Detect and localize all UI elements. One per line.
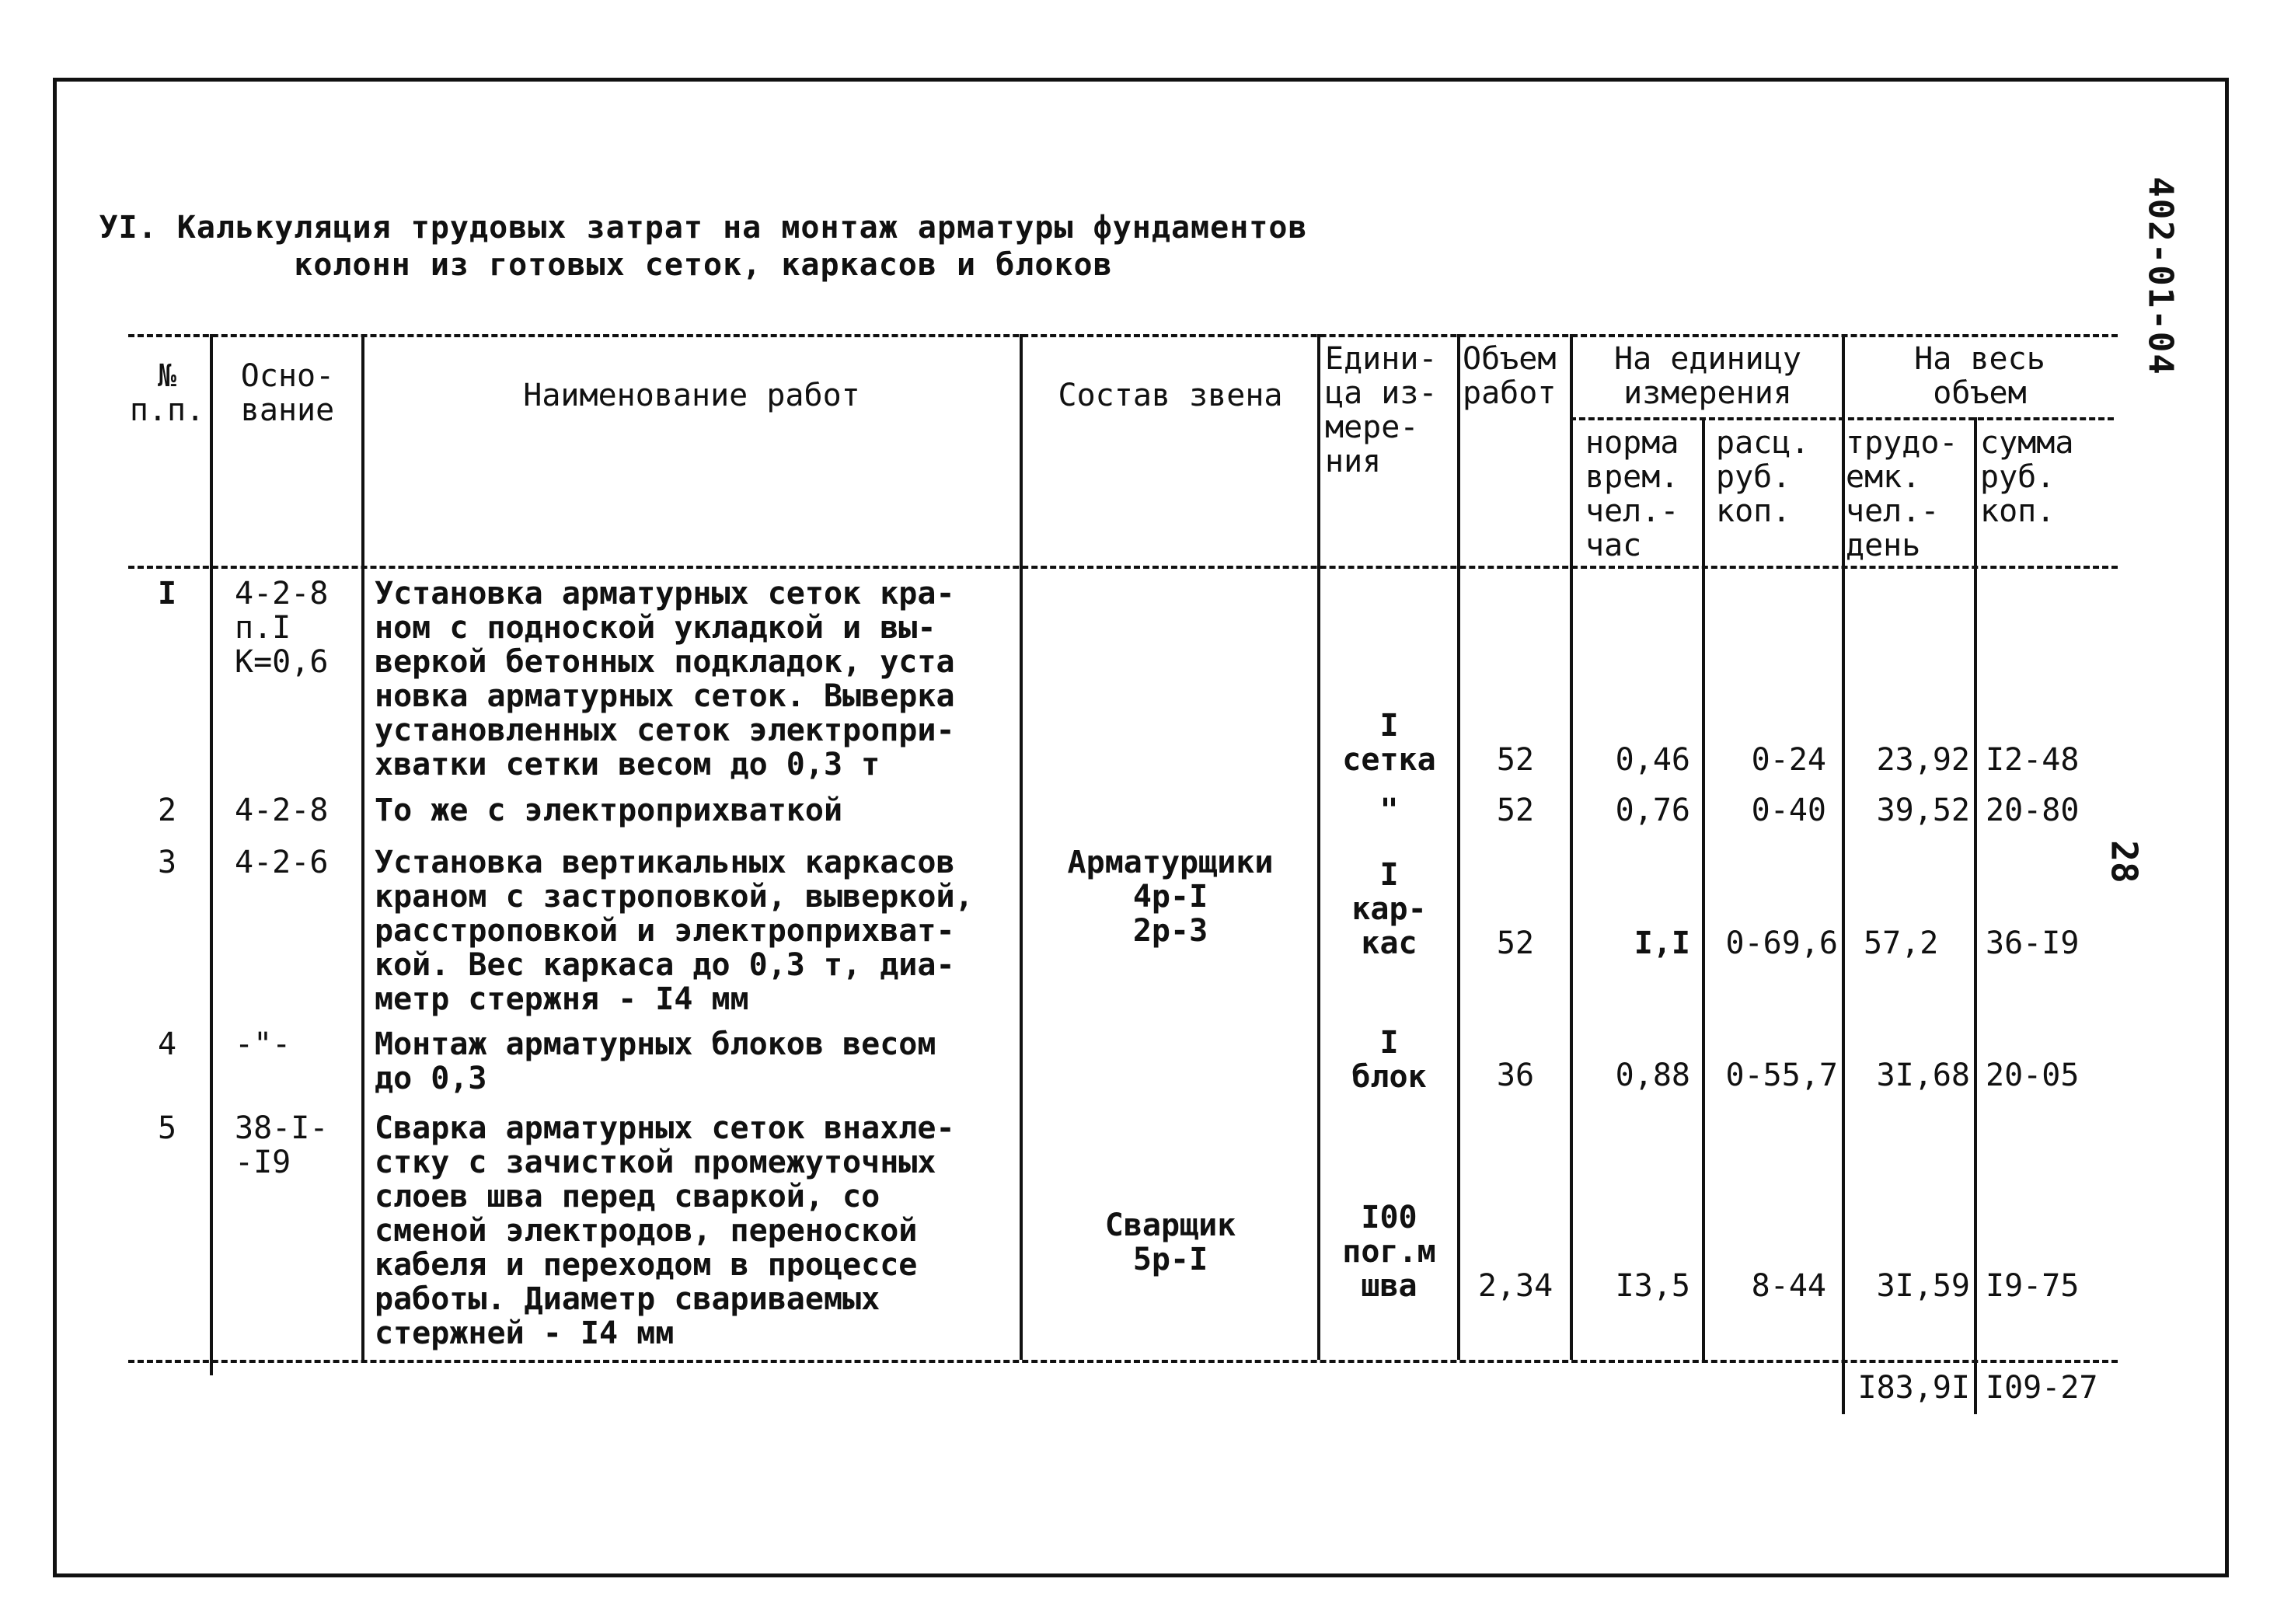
row-4-rate: 0-55,7 <box>1725 1058 1838 1093</box>
row-2-norm: 0,76 <box>1615 793 1690 828</box>
column-rule-1 <box>210 334 213 1375</box>
column-rule-9 <box>1974 417 1977 1414</box>
column-rule-7 <box>1702 417 1705 1360</box>
row-3-name: Установка вертикальных каркасов краном с застроповкой, выверкой, расстроповкой и электроприхват- кой. Вес каркаса до 0,3 т, диа- метр стержня - I4 мм <box>375 845 974 1017</box>
header-per-unit-rate: расц. руб. коп. <box>1716 425 1810 529</box>
row-2-labor: 39,52 <box>1876 793 1970 828</box>
header-bottom-rule <box>128 566 2118 569</box>
row-3-crew: Арматурщики 4р-I 2р-3 <box>1067 845 1274 949</box>
row-1-labor: 23,92 <box>1876 742 1970 778</box>
total-labor: I83,9I <box>1857 1370 1970 1406</box>
row-1-volume: 52 <box>1496 742 1535 778</box>
row-5-volume: 2,34 <box>1477 1268 1553 1304</box>
row-5-name: Сварка арматурных сеток внахле- стку с зачисткой промежуточных слоев шва перед сваркой, со сменой электродов, переноской кабеля и переходом в процессе работы. Диаметр свариваемых стержней - I4 мм <box>375 1110 955 1351</box>
header-per-unit: На единицу измерения <box>1614 341 1801 411</box>
header-total-labor: трудо- емк. чел.- день <box>1846 425 1958 563</box>
row-1-norm: 0,46 <box>1615 742 1690 778</box>
row-5-unit: I00 пог.м шва <box>1342 1200 1436 1304</box>
header-total-sum: сумма руб. коп. <box>1980 425 2074 529</box>
row-3-rate: 0-69,6 <box>1725 925 1838 961</box>
column-rule-8 <box>1842 334 1845 1414</box>
row-4-norm: 0,88 <box>1615 1058 1690 1093</box>
row-2-volume: 52 <box>1496 793 1535 828</box>
row-5-sum: I9-75 <box>1986 1268 2080 1304</box>
header-num: № п.п. <box>129 358 205 428</box>
row-2-rate: 0-40 <box>1751 793 1826 828</box>
row-5-basis: 38-I- -I9 <box>235 1110 329 1180</box>
total-sum: I09-27 <box>1986 1370 2098 1406</box>
row-4-unit: I блок <box>1351 1025 1427 1095</box>
row-4-name: Монтаж арматурных блоков весом до 0,3 <box>375 1026 936 1096</box>
column-rule-5 <box>1457 334 1460 1360</box>
row-5-crew: Сварщик 5р-I <box>1104 1208 1236 1277</box>
row-3-labor: 57,2 <box>1864 925 1939 961</box>
row-2-unit: " <box>1379 793 1399 828</box>
header-total: На весь объем <box>1914 341 2045 411</box>
row-3-unit: I кар- кас <box>1351 857 1427 961</box>
row-3-volume: 52 <box>1496 925 1535 961</box>
row-1-num: I <box>157 576 177 612</box>
row-1-sum: I2-48 <box>1986 742 2080 778</box>
row-2-basis: 4-2-8 <box>235 793 329 828</box>
row-1-basis: 4-2-8 п.I К=0,6 <box>235 576 329 680</box>
header-unit: Едини- ца из- мере- ния <box>1325 341 1438 479</box>
row-3-sum: 36-I9 <box>1986 925 2080 961</box>
document-code: 402-01-04 <box>2140 176 2181 376</box>
row-1-rate: 0-24 <box>1751 742 1826 778</box>
document-title-line-1: УI. Калькуляция трудовых затрат на монтаж арматуры фундаментов <box>99 210 1308 246</box>
header-per-unit-norm: норма врем. чел.- час <box>1585 425 1679 563</box>
column-rule-6 <box>1570 334 1573 1360</box>
header-crew: Состав звена <box>1058 378 1283 413</box>
row-4-labor: 3I,68 <box>1876 1058 1970 1093</box>
row-4-sum: 20-05 <box>1986 1058 2080 1093</box>
row-5-labor: 3I,59 <box>1876 1268 1970 1304</box>
row-2-num: 2 <box>157 793 177 828</box>
row-5-rate: 8-44 <box>1751 1268 1826 1304</box>
row-3-norm: I,I <box>1634 925 1690 961</box>
table-top-rule <box>128 334 2118 337</box>
row-5-num: 5 <box>157 1110 177 1146</box>
row-5-norm: I3,5 <box>1615 1268 1690 1304</box>
row-2-name: То же с электроприхваткой <box>375 793 843 828</box>
page-number: 28 <box>2103 840 2146 883</box>
row-1-name: Установка арматурных сеток кра- ном с подноской укладкой и вы- веркой бетонных подкладок, уста новка арматурных сеток. Выверка установленных сеток электропри- хватки сетки весом до 0,3 т <box>375 576 955 782</box>
header-name: Наименование работ <box>523 378 860 413</box>
row-2-sum: 20-80 <box>1986 793 2080 828</box>
row-4-volume: 36 <box>1496 1058 1535 1093</box>
row-3-num: 3 <box>157 845 177 880</box>
row-1-unit: I сетка <box>1342 708 1436 778</box>
row-3-basis: 4-2-6 <box>235 845 329 880</box>
row-4-num: 4 <box>157 1026 177 1062</box>
row-4-basis: -"- <box>235 1026 291 1062</box>
header-volume: Объем работ <box>1463 341 1557 411</box>
header-basis: Осно- вание <box>240 358 335 428</box>
table-bottom-rule <box>128 1360 2118 1363</box>
document-title-line-2: колонн из готовых сеток, каркасов и блоков <box>294 247 1113 283</box>
